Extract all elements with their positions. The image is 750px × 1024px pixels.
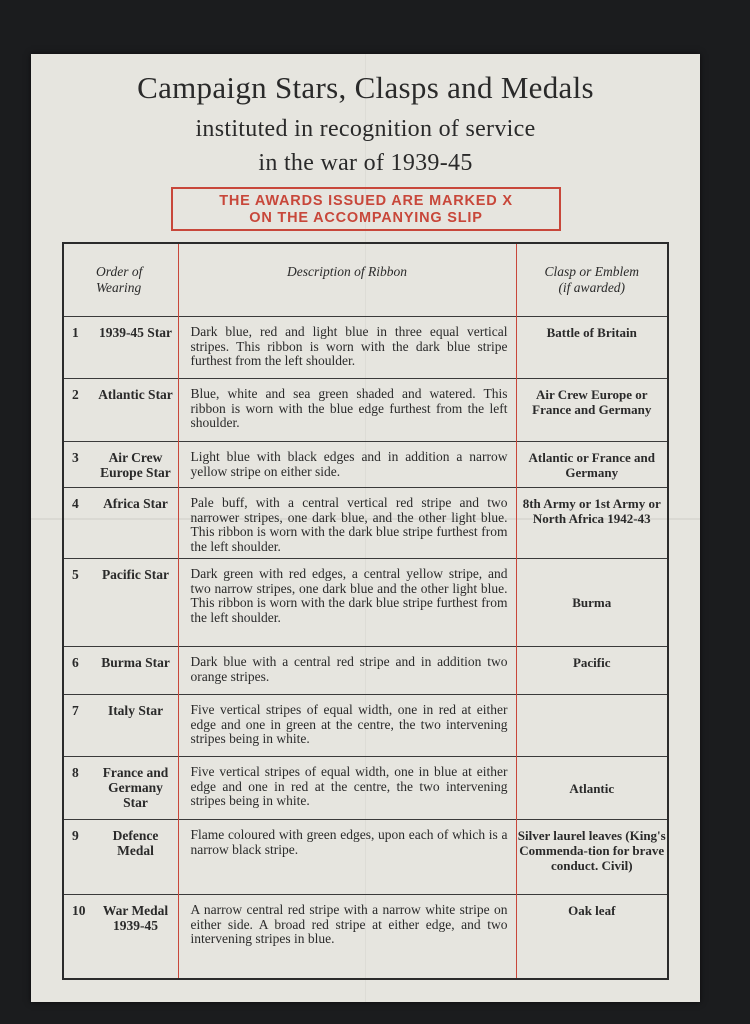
award-name: France and Germany Star: [102, 765, 169, 810]
award-number: 7: [72, 703, 79, 718]
document-sheet: [31, 54, 700, 1002]
document-subtitle-line1: instituted in recognition of service: [195, 116, 536, 142]
table-row: [63, 695, 668, 757]
notice-line2: ON THE ACCOMPANYING SLIP: [249, 210, 483, 226]
clasp-emblem: Air Crew Europe or France and Germany: [516, 379, 668, 442]
clasp-emblem: Silver laurel leaves (King's Commenda-tion for brave conduct. Civil): [516, 820, 668, 895]
table-row: [63, 559, 668, 647]
header-clasp-line2: (if awarded): [558, 280, 626, 295]
header-clasp-emblem: [516, 243, 668, 317]
ribbon-description: Light blue with black edges and in addition a narrow yellow stripe on either side.: [178, 442, 516, 488]
awards-table: [62, 242, 669, 980]
award-cell: [63, 820, 178, 895]
table-row: [63, 757, 668, 820]
ribbon-description: Blue, white and sea green shaded and watered. This ribbon is worn with the blue edge furthest from the left shoulder.: [178, 379, 516, 442]
award-cell: [63, 379, 178, 442]
ribbon-description: Five vertical stripes of equal width, one in red at either edge and one in green at the centre, the two intervening stripes being in white.: [178, 695, 516, 757]
header-clasp-line1: Clasp or Emblem: [544, 264, 639, 279]
award-name: Burma Star: [101, 655, 170, 670]
award-name: Pacific Star: [101, 567, 170, 582]
award-name: Africa Star: [103, 496, 168, 511]
table-row: [63, 820, 668, 895]
table-row: [63, 647, 668, 695]
award-name: 1939-45 Star: [98, 325, 173, 340]
ribbon-description: Dark blue with a central red stripe and in addition two orange stripes.: [178, 647, 516, 695]
header-description: [178, 243, 516, 317]
award-name: Atlantic Star: [98, 387, 173, 402]
award-name: Italy Star: [107, 703, 164, 718]
ribbon-description: Dark blue, red and light blue in three equal vertical stripes. This ribbon is worn with the dark blue stripe furthest from the left shoulder.: [178, 317, 516, 379]
clasp-emblem: 8th Army or 1st Army or North Africa 1942-43: [516, 488, 668, 559]
award-number: 3: [72, 450, 79, 465]
notice-line1: THE AWARDS ISSUED ARE MARKED X: [219, 193, 513, 209]
award-cell: [63, 757, 178, 820]
award-number: 6: [72, 655, 79, 670]
clasp-emblem: Oak leaf: [516, 895, 668, 980]
document-title: Campaign Stars, Clasps and Medals: [137, 70, 594, 105]
ribbon-description: Flame coloured with green edges, upon each of which is a narrow black stripe.: [178, 820, 516, 895]
table-header-row: [63, 243, 668, 317]
award-number: 2: [72, 387, 79, 402]
award-cell: [63, 442, 178, 488]
ribbon-description: Pale buff, with a central vertical red stripe and two narrower stripes, one dark blue, and the other light blue. This ribbon is worn with the dark blue stripe furthest from the left shoulder.: [178, 488, 516, 559]
header-order-line2: Wearing: [96, 280, 142, 295]
clasp-emblem: [516, 695, 668, 757]
award-name: Defence Medal: [112, 828, 159, 858]
award-cell: [63, 488, 178, 559]
award-cell: [63, 647, 178, 695]
ribbon-description: Dark green with red edges, a central yellow stripe, and two narrow stripes, one dark blue and the other light blue. This ribbon is worn with the dark blue stripe furthest from the left shoulder.: [178, 559, 516, 647]
clasp-emblem: Atlantic: [516, 757, 668, 820]
header-order-of-wearing: [63, 243, 178, 317]
clasp-emblem: Pacific: [516, 647, 668, 695]
clasp-emblem: Battle of Britain: [516, 317, 668, 379]
award-cell: [63, 895, 178, 980]
award-cell: [63, 317, 178, 379]
header-order-line1: Order of: [96, 264, 143, 279]
table-row: [63, 317, 668, 379]
award-name: War Medal 1939-45: [102, 903, 169, 933]
clasp-emblem: Burma: [516, 559, 668, 647]
table-row: [63, 379, 668, 442]
ribbon-description: A narrow central red stripe with a narrow white stripe on either side. A broad red stripe at either edge, and two intervening stripes in blue.: [178, 895, 516, 980]
awards-notice-box: [171, 187, 561, 231]
award-number: 8: [72, 765, 79, 780]
table-row: [63, 442, 668, 488]
header-description-label: Description of Ribbon: [287, 264, 407, 279]
table-row: [63, 488, 668, 559]
clasp-emblem: Atlantic or France and Germany: [516, 442, 668, 488]
award-number: 5: [72, 567, 79, 582]
award-cell: [63, 695, 178, 757]
award-number: 9: [72, 828, 79, 843]
table-row: [63, 895, 668, 980]
award-number: 4: [72, 496, 79, 511]
award-cell: [63, 559, 178, 647]
document-subtitle-line2: in the war of 1939-45: [258, 150, 473, 176]
award-number: 1: [72, 325, 79, 340]
award-name: Air Crew Europe Star: [100, 450, 171, 480]
award-number: 10: [72, 903, 86, 918]
ribbon-description: Five vertical stripes of equal width, one in blue at either edge and one in red at the centre, the two intervening stripes being in white.: [178, 757, 516, 820]
